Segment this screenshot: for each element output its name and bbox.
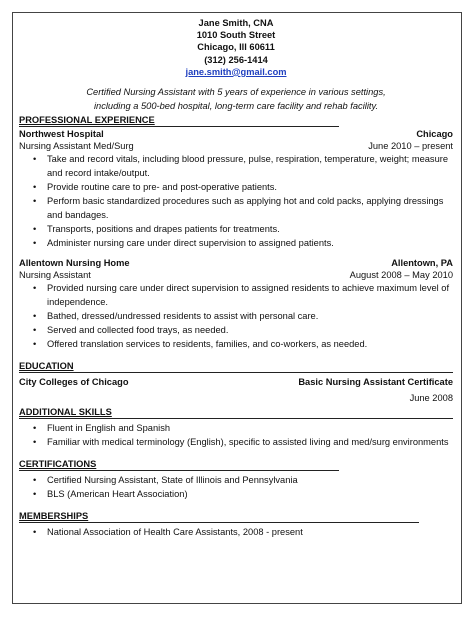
section-title-certifications: CERTIFICATIONS (19, 459, 339, 471)
job-duties-list (19, 152, 453, 250)
skills-list (19, 421, 453, 449)
job-entry (19, 258, 453, 351)
list-item: • National Association of Health Care Assistants, 2008 - present (47, 525, 453, 539)
list-item: • Bathed, dressed/undressed residents to assist with personal care. (47, 309, 453, 323)
job-location: Chicago (416, 129, 453, 140)
certifications-list (19, 473, 453, 501)
job-location: Allentown, PA (391, 258, 453, 269)
job-entry (19, 129, 453, 250)
email-link[interactable]: jane.smith@gmail.com (185, 66, 287, 77)
list-item: • Provide routine care to pre- and post-operative patients. (47, 180, 453, 194)
job-role: Nursing Assistant (19, 269, 91, 280)
summary-line-1: Certified Nursing Assistant with 5 years of experience in various settings, (86, 87, 386, 98)
summary-line-2: including a 500-bed hospital, long-term care facility and rehab facility. (93, 100, 379, 111)
memberships-list (19, 525, 453, 539)
certificate-name: Basic Nursing Assistant Certificate (298, 377, 453, 388)
list-item: • Provided nursing care under direct supervision to assigned residents to achieve maximum level of independence. (47, 281, 453, 309)
summary (19, 86, 453, 113)
phone-number: (312) 256-1414 (204, 54, 268, 65)
list-item: • Fluent in English and Spanish (47, 421, 453, 435)
job-role: Nursing Assistant Med/Surg (19, 140, 134, 151)
section-title-memberships: MEMBERSHIPS (19, 511, 419, 523)
list-item: • Served and collected food trays, as needed. (47, 323, 453, 337)
section-title-education: EDUCATION (19, 361, 453, 373)
job-duties-list (19, 281, 453, 351)
resume-page (12, 12, 462, 604)
applicant-name: Jane Smith, CNA (198, 18, 274, 28)
list-item: • Offered translation services to residents, families, and co-workers, as needed. (47, 337, 453, 351)
list-item: • Perform basic standardized procedures such as applying hot and cold packs, applying dressings and bandages. (47, 194, 453, 222)
list-item: • Familiar with medical terminology (English), specific to assisted living and med/surg environments (47, 435, 453, 449)
section-title-skills: ADDITIONAL SKILLS (19, 407, 453, 419)
job-dates: June 2010 – present (368, 140, 453, 151)
list-item: • Administer nursing care under direct supervision to assigned patients. (47, 236, 453, 250)
job-dates: August 2008 – May 2010 (349, 269, 453, 280)
resume-content (19, 17, 453, 539)
list-item: • BLS (American Heart Association) (47, 487, 453, 501)
school-name: City Colleges of Chicago (19, 377, 129, 388)
employer-name: Northwest Hospital (19, 129, 104, 140)
section-title-experience: PROFESSIONAL EXPERIENCE (19, 115, 339, 127)
education-date: June 2008 (409, 392, 453, 403)
list-item: • Certified Nursing Assistant, State of Illinois and Pennsylvania (47, 473, 453, 487)
city-state-zip: Chicago, Ill 60611 (197, 42, 275, 53)
list-item: • Take and record vitals, including blood pressure, pulse, respiration, temperature, weight; measure and record intake/output. (47, 152, 453, 180)
list-item: • Transports, positions and drapes patients for treatments. (47, 222, 453, 236)
employer-name: Allentown Nursing Home (19, 258, 130, 269)
street-address: 1010 South Street (196, 30, 276, 41)
contact-header (19, 17, 453, 78)
